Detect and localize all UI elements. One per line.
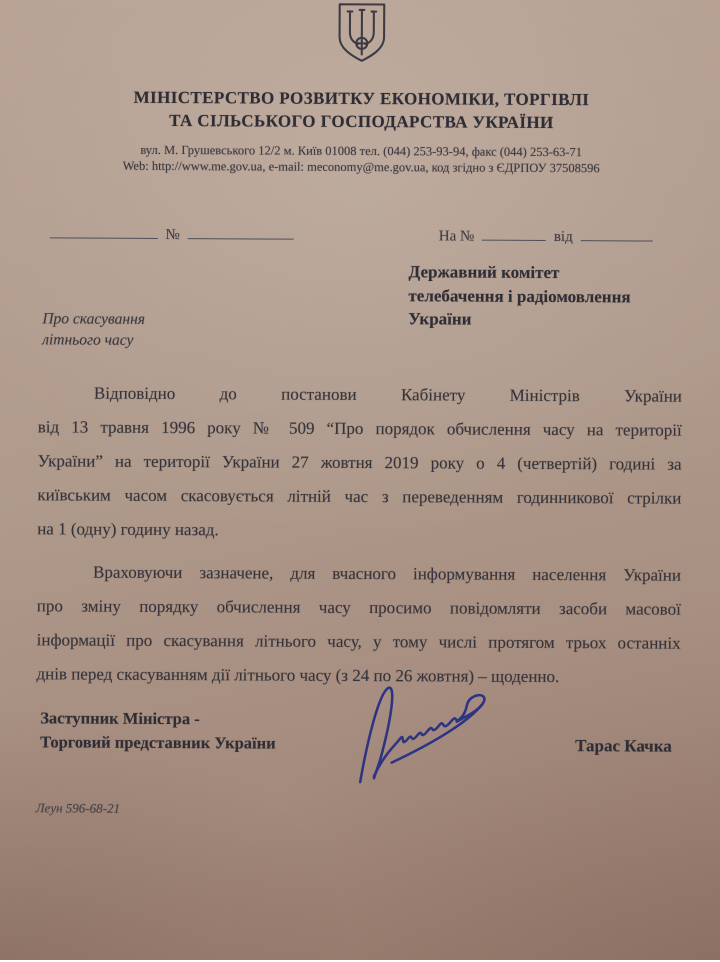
- text-line: Про скасування: [42, 310, 146, 328]
- contacts-address-phone: вул. М. Грушевського 12/2 м. Київ 01008 тел. (044) 253-93-94, факс (044) 253-63-71: [140, 142, 583, 160]
- signer-position-line2: Торговий представник України: [40, 732, 276, 753]
- text-line: від 13 травня 1996 року № 509 “Про порядок обчислення часу на території: [37, 417, 682, 440]
- text-line: Державний комітет: [408, 262, 560, 283]
- text-line: на 1 (одну) годину назад.: [37, 519, 219, 540]
- incoming-number-blank-line: [482, 226, 546, 241]
- incoming-number-label: На №: [438, 228, 475, 245]
- signer-position: [40, 706, 276, 755]
- ministry-name-line2: ТА СІЛЬСЬКОГО ГОСПОДАРСТВА УКРАЇНИ: [169, 110, 554, 133]
- ministry-name-line1: МІНІСТЕРСТВО РОЗВИТКУ ЕКОНОМІКИ, ТОРГІВЛІ: [133, 87, 590, 110]
- ukraine-trident-emblem-icon: [333, 2, 391, 64]
- ministry-contacts: [1, 142, 720, 177]
- text-line: телебачення і радіомовлення: [408, 285, 631, 306]
- incoming-reference-fields: [439, 225, 657, 246]
- text-line: Відповідно до постанови Кабінету Міністрів України: [93, 383, 682, 406]
- addressee-block: [408, 260, 698, 332]
- text-line: днів перед скасуванням дії літнього часу (з 24 по 26 жовтня) – щоденно.: [36, 664, 560, 687]
- incoming-date-blank-line: [580, 226, 652, 241]
- outgoing-number-label: №: [165, 226, 180, 244]
- outgoing-date-blank-line: [50, 223, 158, 239]
- text-line: київським часом скасовується літній час з переведенням годинникової стрілки: [37, 485, 682, 508]
- text-line: України” на території України 27 жовтня 2019 року о 4 (четвертій) годині за: [37, 451, 682, 474]
- signer-name: Тарас Качка: [575, 736, 672, 756]
- text-line: інформації про скасування літнього часу, у тому числі протягом трьох останніх: [36, 630, 681, 653]
- executor-reference: Леун 596-68-21: [35, 800, 121, 816]
- body-paragraph-2: [36, 555, 681, 694]
- body-paragraph-1: [37, 376, 682, 549]
- outgoing-number-blank-line: [188, 224, 294, 240]
- subject-line: [42, 308, 145, 351]
- contacts-web-email: Web: http://www.me.gov.ua, e-mail: meconomy@me.gov.ua, код згідно з ЄДРПОУ 37508596: [122, 158, 600, 175]
- text-line: літнього часу: [42, 331, 134, 349]
- text-line: про зміну порядку обчислення часу просимо повідомляти засоби масової: [36, 596, 681, 619]
- text-line: Враховуючи зазначене, для вчасного інформування населення України: [92, 562, 682, 585]
- signer-position-line1: Заступник Міністра -: [40, 708, 200, 729]
- handwritten-signature: [350, 678, 509, 787]
- ministry-name: [1, 85, 720, 135]
- text-line: України: [408, 309, 472, 329]
- letter-body: [36, 376, 682, 694]
- outgoing-reference-fields: [46, 223, 298, 244]
- incoming-date-label: від: [553, 229, 573, 246]
